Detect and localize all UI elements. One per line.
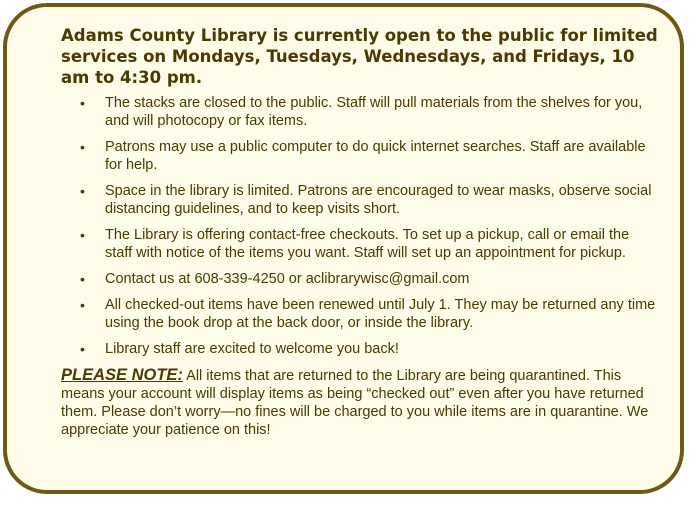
list-item bbox=[61, 270, 658, 288]
bullet-text: Patrons may use a public computer to do quick internet searches. Staff are available for help. bbox=[105, 139, 646, 173]
please-note-body: All items that are returned to the Library are being quarantined. This means your account will display items as being “checked out” even after you have returned them. Please don’t worry—no fines will be charged to you while items are in quarantine. We appreciate your patience on this! bbox=[61, 368, 649, 438]
bullet-text: All checked-out items have been renewed until July 1. They may be returned any time using the book drop at the back door, or inside the library. bbox=[105, 297, 656, 331]
list-item bbox=[61, 94, 658, 130]
notice-bullet-list bbox=[61, 94, 658, 358]
list-item bbox=[61, 138, 658, 174]
bullet-icon: • bbox=[80, 183, 85, 199]
bullet-text: Contact us at 608-339-4250 or aclibrarywisc@gmail.com bbox=[105, 271, 470, 287]
bullet-icon: • bbox=[80, 227, 85, 243]
list-item bbox=[61, 340, 658, 358]
list-item bbox=[61, 226, 658, 262]
bullet-text: Space in the library is limited. Patrons are encouraged to wear masks, observe social distancing guidelines, and to keep visits short. bbox=[105, 183, 652, 217]
please-note-text: PLEASE NOTE bbox=[61, 366, 178, 384]
bullet-icon: • bbox=[80, 297, 85, 313]
bullet-text: The stacks are closed to the public. Staff will pull materials from the shelves for you, and will photocopy or fax items. bbox=[105, 95, 643, 129]
bullet-icon: • bbox=[80, 95, 85, 111]
notice-headline: Adams County Library is currently open to the public for limited services on Mondays, Tuesdays, Wednesdays, and Fridays, 10 am to 4:30 pm. bbox=[61, 26, 658, 87]
bullet-text: Library staff are excited to welcome you back! bbox=[105, 341, 399, 357]
list-item bbox=[61, 182, 658, 218]
please-note-label bbox=[61, 366, 183, 384]
bullet-icon: • bbox=[80, 271, 85, 287]
library-notice bbox=[3, 3, 684, 494]
please-note-colon: : bbox=[177, 366, 183, 384]
list-item bbox=[61, 296, 658, 332]
bullet-icon: • bbox=[80, 341, 85, 357]
please-note-paragraph bbox=[61, 366, 658, 439]
bullet-icon: • bbox=[80, 139, 85, 155]
bullet-text: The Library is offering contact-free checkouts. To set up a pickup, call or email the staff with notice of the items you want. Staff will set up an appointment for pickup. bbox=[105, 227, 630, 261]
